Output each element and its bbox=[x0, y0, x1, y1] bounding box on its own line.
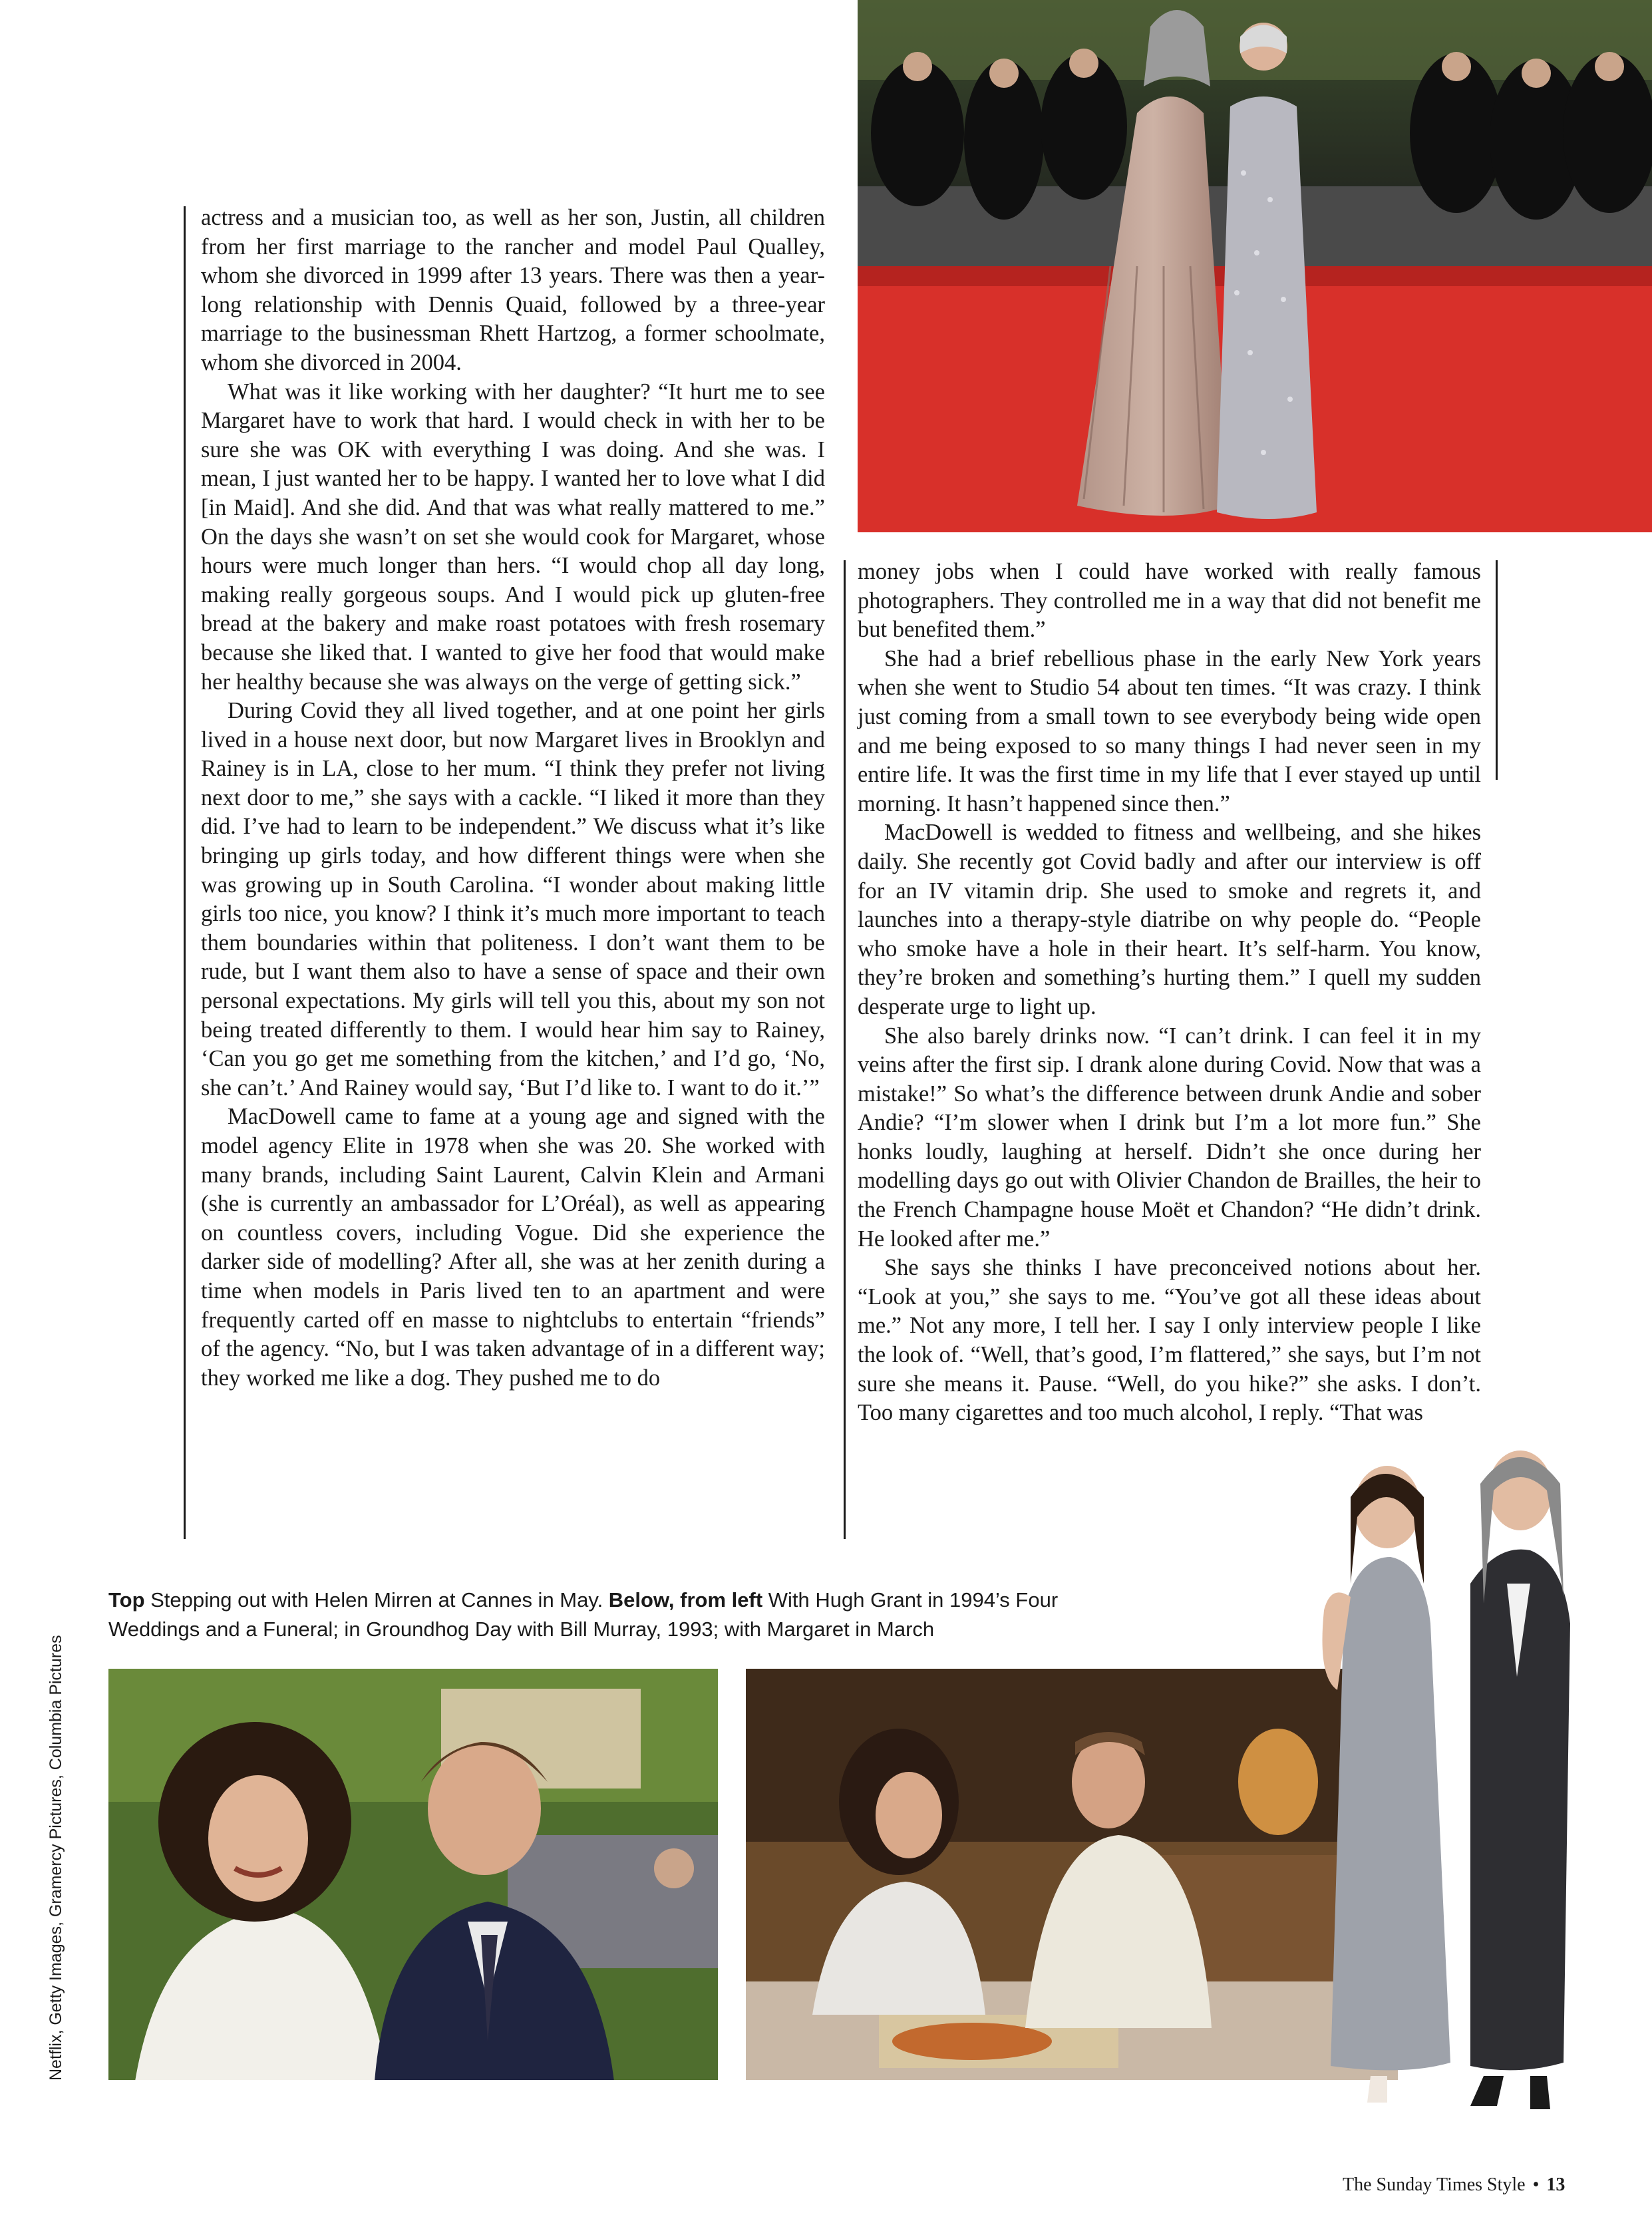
paragraph: She says she thinks I have preconceived notions about her. “Look at you,” she says to me. “You’ve got all these ideas about me.” Not any more, I tell her. I say I only interview people I like the look of. “Well, that’s good, I’m flattered,” she says, but I’m not sure she means it. Pause. “Well, do you hike?” she asks. I don’t. Too many cigarettes and too much alcohol, I reply. “That was bbox=[858, 1255, 1481, 1426]
paragraph: money jobs when I could have worked with really famous photographers. They controlled me in a way that did not benefit me but benefited them.” bbox=[858, 559, 1481, 643]
caption-text-top: Stepping out with Helen Mirren at Cannes in May. bbox=[144, 1588, 609, 1612]
column-rule-right bbox=[1496, 560, 1498, 780]
column-rule-left bbox=[184, 206, 186, 1539]
four-weddings-photo bbox=[108, 1669, 718, 2080]
paragraph: She had a brief rebellious phase in the early New York years when she went to Studio 54 about ten times. “It was crazy. I think just coming from a small town to see everybody being wide open and me being exposed to so many things I had never seen in my entire life. It was the first time in my life that I ever stayed up until morning. It hasn’t happened since then.” bbox=[858, 645, 1481, 816]
article-column-1 bbox=[201, 204, 825, 1393]
cannes-red-carpet-photo bbox=[858, 0, 1652, 532]
caption-label-below: Below, from left bbox=[608, 1588, 763, 1612]
article-column-2 bbox=[858, 558, 1481, 1428]
column-rule-middle bbox=[844, 560, 846, 1539]
page-number: 13 bbox=[1546, 2174, 1566, 2195]
margaret-photo-cutout bbox=[1251, 1411, 1583, 2119]
paragraph: During Covid they all lived together, and at one point her girls lived in a house next door, but now Margaret lives in Brooklyn and Rainey is in LA, close to her mum. “I think they prefer not living next door to me,” she says with a cackle. “I liked it more than they did. I’ve had to learn to be independent.” We discuss what it’s like bringing up girls today, and how different things were when she was growing up in South Carolina. “I wonder about making little girls too nice, you know? I think it’s much more important to teach them boundaries within that politeness. I don’t want them to be rude, but I want them also to have a sense of space and their own personal expectations. My girls will tell you this, about my son not being treated differently to them. I would hear him say to Rainey, ‘Can you go get me something from the kitchen,’ and I’d go, ‘No, she can’t.’ And Rainey would say, ‘But I’d like to. I want to do it.’” bbox=[201, 698, 825, 1101]
page-footer bbox=[1343, 2174, 1565, 2196]
paragraph: MacDowell is wedded to fitness and wellbeing, and she hikes daily. She recently got Covid badly and after our interview is off for an IV vitamin drip. She used to smoke and regrets it, and launches into a therapy-style diatribe on why people do. “People who smoke have a hole in their heart. It’s self-harm. You know, they’re broken and something’s hurting them.” I quell my sudden desperate urge to light up. bbox=[858, 820, 1481, 1019]
photo-caption bbox=[108, 1586, 1146, 1644]
paragraph: What was it like working with her daughter? “It hurt me to see Margaret have to work that hard. I would check in with her to be sure she was OK with everything I was doing. And she was. I mean, I just wanted her to be happy. I wanted her to love what I did [in Maid]. And she did. And that was what really mattered to me.” On the days she wasn’t on set she would cook for Margaret, whose hours were much longer than hers. “I would chop all day long, making really gorgeous soups. And I would pick up gluten-free bread at the bakery and make roast potatoes with fresh rosemary because she liked that. I wanted to give her food that would make her healthy because she was always on the verge of getting sick.” bbox=[201, 379, 825, 695]
paragraph: MacDowell came to fame at a young age and signed with the model agency Elite in 1978 when she was 20. She worked with many brands, including Saint Laurent, Calvin Klein and Armani (she is currently an ambassador for L’Oréal), as well as appearing on countless covers, including Vogue. Did she experience the darker side of modelling? After all, she was at her zenith during a time when models in Paris lived ten to an apartment and were frequently carted off en masse to nightclubs to entertain “friends” of the agency. “No, but I was taken advantage of in a different way; they worked me like a dog. They pushed me to do bbox=[201, 1104, 825, 1391]
footer-separator: • bbox=[1532, 2174, 1540, 2195]
photo-credit: Netflix, Getty Images, Gramercy Pictures, Columbia Pictures bbox=[47, 1635, 65, 2081]
paragraph: She also barely drinks now. “I can’t drink. I can feel it in my veins after the first sip. I drank alone during Covid. Now that was a mistake!” So what’s the difference between drunk Andie and sober Andie? “I’m slower when I drink but I’m a lot more fun.” She honks loudly, laughing at herself. Didn’t she once during her modelling days go out with Olivier Chandon de Brailles, the heir to the French Champagne house Moët et Chandon? “He didn’t drink. He looked after me.” bbox=[858, 1023, 1481, 1252]
caption-label-top: Top bbox=[108, 1588, 145, 1612]
paragraph: actress and a musician too, as well as her son, Justin, all children from her first marriage to the rancher and model Paul Qualley, whom she divorced in 1999 after 13 years. There was then a year-long relationship with Dennis Quaid, followed by a three-year marriage to the businessman Rhett Hartzog, a former schoolmate, whom she divorced in 2004. bbox=[201, 205, 825, 375]
caption-text-below: With Hugh Grant in 1994’s Four Weddings and a Funeral; in Groundhog Day with Bill Murray, 1993; with Margaret in March bbox=[108, 1588, 1059, 1641]
publication-name: The Sunday Times Style bbox=[1343, 2174, 1526, 2195]
